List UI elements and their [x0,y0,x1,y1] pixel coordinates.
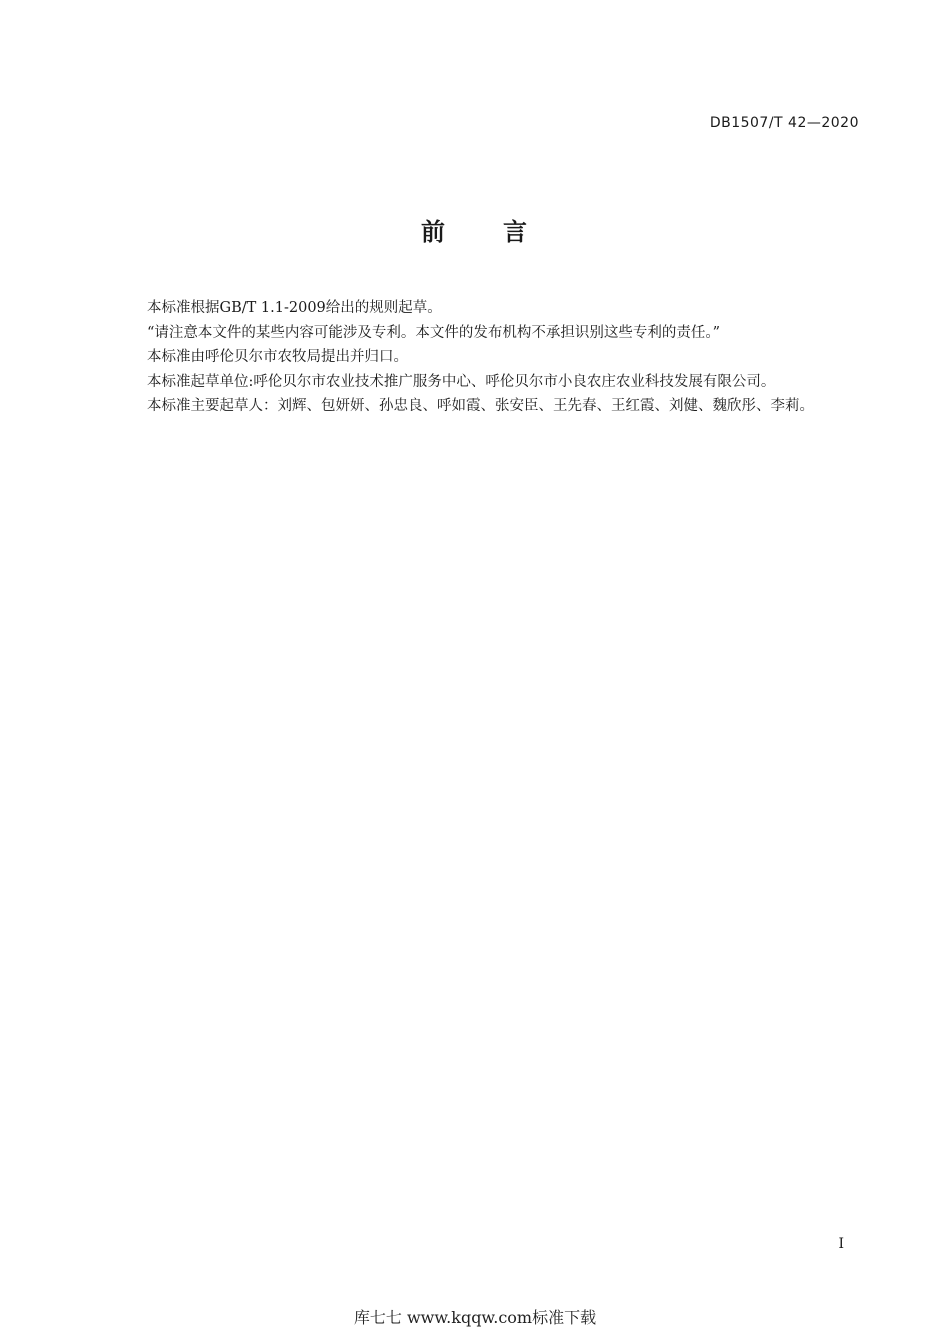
title-part-2: 言 [503,218,529,246]
paragraph-patent-notice: “请注意本文件的某些内容可能涉及专利。本文件的发布机构不承担识别这些专利的责任。” [147,324,721,341]
paragraph-drafting-rules: 本标准根据GB/T 1.1-2009给出的规则起草。 [147,300,442,316]
page-number: I [838,1236,844,1252]
page-title [0,212,950,247]
footer-watermark: 库七七 www.kqqw.com标准下载 [353,1308,597,1327]
title-part-1: 前 [421,218,447,246]
paragraph-drafting-units: 本标准起草单位:呼伦贝尔市农业技术推广服务中心、呼伦贝尔市小良农庄农业科技发展有限公司。 [147,373,776,390]
paragraph-drafters: 本标准主要起草人：刘辉、包妍妍、孙忠良、呼如霞、张安臣、王先春、王红霞、刘健、魏欣彤、李莉。 [147,398,814,414]
standard-code: DB1507/T 42—2020 [709,115,859,131]
foreword-body [113,296,863,419]
paragraph-proposer: 本标准由呼伦贝尔市农牧局提出并归口。 [147,349,408,365]
